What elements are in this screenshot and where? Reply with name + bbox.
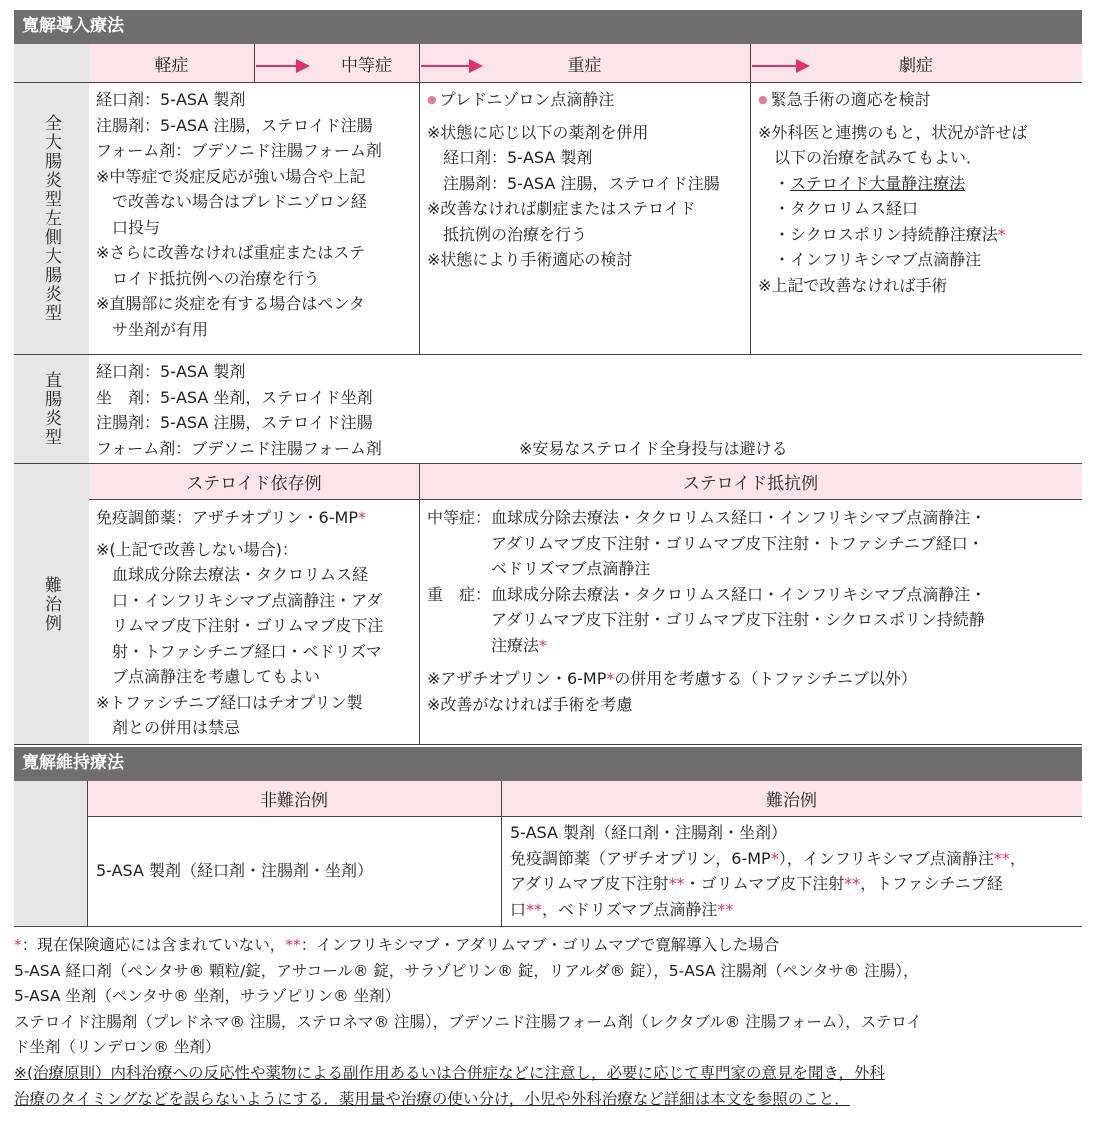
- divider: [501, 781, 502, 926]
- text-line: ベドリズマブ点滴静注: [427, 559, 651, 578]
- asterisk: *: [997, 224, 1006, 244]
- text-line: アダリムマブ皮下注射・ゴリムマブ皮下注射・トファシチニブ経口・: [427, 533, 984, 553]
- steroid-dependent-header: ステロイド依存例: [186, 474, 322, 494]
- text-line: 経口剤：5-ASA 製剤: [96, 362, 246, 381]
- resistant-last: 注療法: [427, 635, 540, 655]
- text-line: ロイド抵抗例への治療を行う: [96, 268, 320, 288]
- severe-main: ● プレドニゾロン点滴静注: [427, 87, 720, 113]
- text-line: 中等症：血球成分除去療法・タクロリムス経口・インフリキシマブ点滴静注・: [427, 508, 987, 527]
- text-line: 口・インフリキシマブ点滴静注・アダ: [96, 590, 383, 610]
- severity-mild: 軽症: [154, 55, 189, 76]
- fulminant-item-text: シクロスポリン持続静注療法: [790, 224, 998, 244]
- footnote-line: ド坐剤（リンデロン® 坐剤）: [14, 1038, 221, 1057]
- dependent-text: [96, 505, 383, 741]
- asterisk: *: [606, 669, 615, 688]
- text-line: で改善ない場合はプレドニゾロン経: [96, 192, 367, 211]
- text-line: 以下の治療を試みてもよい．: [758, 148, 983, 167]
- text-line: 射・トファシチニブ経口・ベドリズマ: [96, 641, 382, 661]
- asterisk: *: [14, 936, 22, 954]
- text-line: 注腸剤：5-ASA 注腸，ステロイド注腸: [96, 115, 373, 135]
- text-line: ※(上記で改善しない場合)：: [96, 539, 298, 559]
- divider: [87, 816, 1082, 817]
- fulminant-item: ・タクロリムス経口: [758, 199, 919, 218]
- text-line: [427, 633, 986, 659]
- text-line: フォーム剤：ブデソニド注腸フォーム剤: [96, 438, 382, 458]
- divider: [89, 499, 1082, 500]
- text-line: [510, 897, 1026, 923]
- seg: ・ゴリムマブ皮下注射: [684, 874, 845, 893]
- resistant-text: [427, 505, 986, 717]
- fulminant-item: ・ステロイド大量静注療法: [758, 173, 966, 193]
- text-line: ※トファシチニブ経口はチオプリン製: [96, 692, 363, 712]
- divider: [14, 82, 1082, 83]
- asterisk: **: [285, 936, 301, 954]
- asterisk: **: [844, 874, 861, 893]
- footnote-text: ：現在保険適応には含まれていない，: [21, 936, 286, 954]
- text-line: 重 症：血球成分除去療法・タクロリムス経口・インフリキシマブ点滴静注・: [427, 584, 987, 604]
- text-line: 剤との併用は禁忌: [96, 718, 241, 737]
- footnote-text: ：インフリキシマブ・アダリムマブ・ゴリムマブで寛解導入した場合: [300, 936, 780, 954]
- footnote-line: 5-ASA 経口剤（ペンタサ® 顆粒/錠，アサコール® 錠，サラゾピリン® 錠，リアルダ® 錠），5-ASA 注腸剤（ペンタサ® 注腸），: [14, 961, 919, 980]
- footnote-principle: ※(治療原則）内科治療への反応性や薬物による副作用あるいは合併症などに注意し，必要に応じて専門家の意見を聞き，外科: [14, 1063, 885, 1082]
- refractory-header: 難治例: [766, 791, 817, 811]
- fulminant-item-text: タクロリムス経口: [790, 199, 919, 218]
- footnote-line: ステロイド注腸剤（プレドネマ® 注腸，ステロネマ® 注腸），ブデソニド注腸フォーム剤（レクタブル® 注腸フォーム），ステロイ: [14, 1012, 922, 1031]
- divider: [14, 744, 1082, 745]
- text-line: 注腸剤：5-ASA 注腸，ステロイド注腸: [96, 413, 373, 432]
- induction-title: 寛解導入療法: [14, 10, 1082, 44]
- text-line: 注腸剤：5-ASA 注腸，ステロイド注腸: [427, 173, 720, 193]
- refractory-maintenance-text: [510, 820, 1026, 922]
- seg: ，ベドリズマブ点滴静注: [542, 899, 718, 919]
- fulminant-item-text: ステロイド大量静注療法: [790, 173, 966, 193]
- text-line: 5-ASA 製剤（経口剤・注腸剤・坐剤）: [510, 823, 788, 842]
- text-line: 抵抗例の治療を行う: [427, 224, 588, 244]
- divider: [87, 781, 88, 926]
- arrow-icon: [752, 65, 808, 67]
- text-line: 坐 剤：5-ASA 坐剤，ステロイド坐剤: [96, 387, 373, 407]
- asterisk: *: [357, 508, 366, 527]
- text-line: 経口剤：5-ASA 製剤: [96, 90, 246, 109]
- asterisk: **: [717, 899, 734, 919]
- divider: [14, 926, 1082, 927]
- row-label-refractory: 難治例: [41, 575, 61, 633]
- asterisk: **: [668, 874, 685, 893]
- fulminant-item: ・インフリキシマブ点滴静注: [758, 250, 982, 269]
- text-line: ※さらに改善なければ重症またはステ: [96, 243, 366, 262]
- divider: [419, 464, 420, 744]
- divider: [750, 44, 751, 354]
- text-line: ※直腸部に炎症を有する場合はペンタ: [96, 294, 365, 313]
- text-line: ※改善がなければ手術を考慮: [427, 694, 633, 714]
- footnote-principle: 治療のタイミングなどを誤らないようにする．薬用量や治療の使い分け，小児や外科治療など詳細は本文を参照のこと．: [14, 1089, 850, 1108]
- footnote-line: 5-ASA 坐剤（ペンタサ® 坐剤，サラゾピリン® 坐剤）: [14, 987, 401, 1006]
- row-label-proctitis: 直腸炎型: [41, 371, 61, 447]
- severity-severe: 重症: [567, 55, 602, 76]
- divider: [254, 44, 255, 82]
- mild-moderate-text: [96, 87, 382, 342]
- label-pancolitis: 全大腸炎型: [41, 113, 61, 209]
- maintenance-left-column: [14, 781, 87, 926]
- proctitis-text: [96, 359, 382, 461]
- maintenance-title: 寛解維持療法: [14, 747, 1082, 781]
- fulminant-item: ・シクロスポリン持続静注療法*: [758, 224, 1006, 244]
- arrow-icon: [421, 65, 481, 67]
- text-line: ※上記で改善なければ手術: [758, 275, 948, 295]
- seg: ），インフリキシマブ点滴静注: [778, 848, 994, 868]
- fulminant-item-text: インフリキシマブ点滴静注: [790, 250, 982, 269]
- severity-fulminant: 劇症: [899, 55, 933, 76]
- severity-moderate: 中等症: [341, 55, 392, 76]
- text-line: 経口剤：5-ASA 製剤: [427, 148, 593, 167]
- text-line: 免疫調節薬（アザチオプリン，6-MP*），インフリキシマブ点滴静注**，: [510, 848, 1026, 868]
- asterisk: **: [526, 899, 543, 919]
- seg: アダリムマブ皮下注射: [510, 874, 669, 893]
- steroid-resistant-header: ステロイド抵抗例: [682, 474, 819, 494]
- footnotes: [14, 933, 922, 1112]
- text-line: リムマブ皮下注射・ゴリムマブ皮下注: [96, 616, 384, 635]
- text-line: ※中等症で炎症反応が強い場合や上記: [96, 166, 366, 186]
- text-line: [96, 505, 383, 531]
- non-refractory-text: 5-ASA 製剤（経口剤・注腸剤・坐剤）: [96, 861, 374, 880]
- text-line: ブ点滴静注を考慮してもよい: [96, 667, 321, 686]
- arrow-icon: [256, 65, 308, 67]
- proctitis-note: ※安易なステロイド全身投与は避ける: [519, 439, 788, 458]
- text-line: ※状態により手術適応の検討: [427, 250, 633, 269]
- fulminant-main: ● 緊急手術の適応を検討: [758, 87, 1027, 113]
- resistant-note: ※アザチオプリン・6-MP: [427, 669, 607, 688]
- asterisk: **: [993, 848, 1010, 868]
- text-line: サ坐剤が有用: [96, 319, 209, 339]
- text-line: フォーム剤：ブデソニド注腸フォーム剤: [96, 141, 382, 160]
- non-refractory-header: 非難治例: [260, 791, 328, 811]
- seg: 免疫調節薬（アザチオプリン，6-MP: [510, 848, 771, 868]
- dependent-first: 免疫調節薬：アザチオプリン・6-MP: [96, 508, 358, 527]
- fulminant-text: [758, 87, 1027, 298]
- seg: ，トファシチニブ経: [860, 874, 1003, 893]
- label-left-sided: 左側大腸炎型: [41, 208, 61, 323]
- text-line: 口投与: [96, 217, 161, 237]
- text-line: ※改善なければ劇症またはステロイド: [427, 199, 696, 218]
- footnote-line: [14, 933, 922, 959]
- severe-text: [427, 87, 720, 273]
- asterisk: *: [770, 848, 779, 868]
- seg: 口: [510, 899, 527, 919]
- text-line: [427, 666, 986, 692]
- text-line: 血球成分除去療法・タクロリムス経: [96, 565, 369, 584]
- row-label-pancolitis: [14, 82, 89, 354]
- text-line: [510, 871, 1026, 897]
- resistant-note: の併用を考慮する（トファシチニブ以外）: [614, 669, 917, 688]
- divider: [419, 44, 420, 354]
- divider: [14, 354, 1082, 355]
- text-line: アダリムマブ皮下注射・ゴリムマブ皮下注射・シクロスポリン持続静: [427, 610, 985, 629]
- text-line: ※状態に応じ以下の薬剤を併用: [427, 122, 649, 142]
- text-line: ※外科医と連携のもと，状況が許せば: [758, 122, 1028, 142]
- asterisk: *: [539, 635, 548, 655]
